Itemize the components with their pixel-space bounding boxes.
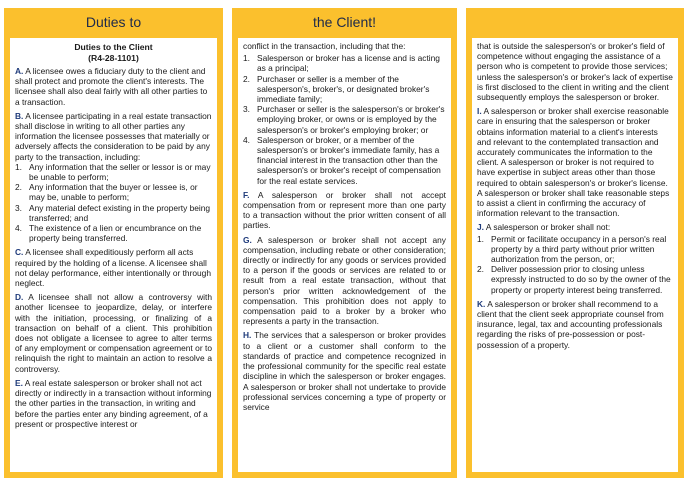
paragraph-letter: I. — [477, 106, 482, 117]
list-number: 2. — [477, 264, 484, 275]
paragraph-h — [243, 330, 446, 412]
column-1-header: Duties to — [85, 14, 142, 30]
paragraph-letter: J. — [477, 222, 484, 233]
paragraph-text: A licensee shall not allow a controversy with another licensee to jeopardize, delay, or interfere with the initiation, processing, or finalizing of a transaction on behalf of a client. This prohibition does not obligate a licensee to agree to alter terms of any employment or compensation agreement or to relinquish the right to maintain an action to resolve a controversy. — [15, 292, 212, 374]
paragraph-e — [15, 378, 212, 429]
paragraph-text: A licensee owes a fiduciary duty to the client and shall protect and promote the client's interests. The licensee shall also deal fairly with all other parties to a transaction. — [15, 66, 208, 107]
paragraph-text: A salesperson or broker shall not accept compensation from or represent more than one party to a transaction without the prior written consent of all parties. — [243, 189, 446, 231]
paragraph-letter: H. — [243, 330, 252, 341]
list-item — [477, 264, 673, 295]
paragraph-d — [15, 292, 212, 374]
list-text: Any information that the buyer or lessee is, or may be, unable to perform; — [29, 182, 198, 203]
paragraph-e-continued: conflict in the transaction, including that the: — [243, 41, 406, 51]
list-text: Any information that the seller or lessor is or may be unable to perform; — [29, 161, 211, 183]
list-text: Deliver possession prior to closing unless expressly instructed to do so by the owner of the property or property interest being transferred. — [491, 264, 671, 295]
list-text: Salesperson or broker has a license and is acting as a principal; — [257, 53, 440, 74]
paragraph-text: A salesperson or broker shall recommend to a client that the client seek appropriate counsel from insurance, legal, tax and accounting professionals regarding the risks of pre-possession or post-possession of a property. — [477, 298, 664, 350]
column-1 — [4, 8, 223, 478]
column-3-body — [472, 38, 678, 472]
list-item — [243, 135, 446, 186]
paragraph-j — [477, 222, 673, 232]
paragraph-h-continued: that is outside the salesperson's or broker's field of competence without engaging the assistance of a person who is competent to provide those services; unless the salesperson's or broker's lack of expertise is first disclosed to the client in writing and the client subsequently employs the salesperson or broker. — [477, 41, 673, 103]
paragraph-text: A licensee shall expeditiously perform all acts required by the holding of a license. A licensee shall not delay performance, either intentionally or through neglect. — [15, 247, 211, 289]
list-text: Salesperson or broker, or a member of the salesperson's or broker's immediate family, has a financial interest in the transaction other than the salesperson's or broker's receipt of compensation for the real estate services. — [257, 134, 441, 186]
paragraph-a — [15, 66, 212, 107]
paragraph-j-list — [477, 234, 673, 295]
column-2 — [232, 8, 457, 478]
column-3-header — [466, 8, 684, 36]
list-number: 2. — [243, 73, 250, 84]
paragraph-b-list — [15, 162, 212, 244]
list-number: 2. — [15, 182, 22, 193]
column-2-body — [238, 38, 451, 472]
list-number: 1. — [477, 233, 484, 244]
column-3 — [466, 8, 684, 478]
list-item — [243, 74, 446, 105]
paragraph-text: A licensee participating in a real estate transaction shall disclose in writing to all other parties any information the licensee possesses that materially or adversely affects the consideration to be paid by any party to the transaction, including: — [15, 110, 212, 162]
list-item — [243, 104, 446, 135]
column-2-header: the Client! — [312, 14, 377, 30]
list-number: 3. — [15, 202, 22, 213]
paragraph-text: A real estate salesperson or broker shall not act directly or indirectly in a transaction without informing the other parties in the transaction, in writing and before the parties enter any binding agreement, of a present or prospective interest or — [15, 377, 212, 429]
list-text: Purchaser or seller is the salesperson's or broker's employing broker, or owns or is employed by the salesperson's or broker's employing broker; or — [257, 104, 445, 135]
paragraph-e-list — [243, 53, 446, 186]
paragraph-g — [243, 235, 446, 327]
list-number: 3. — [243, 104, 250, 115]
list-item — [477, 234, 673, 265]
paragraph-letter: D. — [15, 292, 24, 303]
paragraph-letter: B. — [15, 110, 24, 121]
list-item — [15, 203, 212, 223]
section-title-text: Duties to the Client — [74, 42, 153, 52]
list-number: 4. — [243, 134, 250, 145]
list-text: Any material defect existing in the property being transferred; and — [29, 202, 211, 223]
paragraph-letter: E. — [15, 377, 23, 388]
rule-reference: (R4-28-1101) — [88, 52, 139, 63]
column-1-body — [10, 38, 217, 472]
paragraph-i — [477, 106, 673, 218]
paragraph-text: A salesperson or broker shall not: — [484, 222, 611, 233]
paragraph-letter: K. — [477, 298, 486, 309]
paragraph-f — [243, 190, 446, 231]
list-number: 4. — [15, 223, 22, 234]
section-title — [15, 42, 212, 63]
paragraph-text: A salesperson or broker shall exercise reasonable care in ensuring that the salesperson or broker obtains information material to a client's interests and relevant to the contemplated transaction and accurately communicates the information to the client. A salesperson or broker is not required to have expertise in subject areas other than those required to obtain salesperson's or broker's license. A salesperson or broker shall take reasonable steps to assist a client in confirming the accuracy of information relevant to the transaction. — [477, 106, 670, 219]
list-item — [15, 162, 212, 182]
paragraph-letter: G. — [243, 234, 252, 245]
paragraph-letter: F. — [243, 189, 250, 200]
list-text: The existence of a lien or encumbrance on the property being transferred. — [29, 223, 202, 244]
paragraph-letter: C. — [15, 247, 24, 258]
paragraph-text: A salesperson or broker shall not accept any compensation, including rebate or other consideration; directly or indirectly for any goods or services provided to a person if the goods or services are related to or result from a real estate transaction, without that person's prior written acknowledgement of the compensation. This prohibition does not apply to compensation paid to a broker by a broker who represents a party in the transaction. — [243, 234, 446, 327]
paragraph-k — [477, 299, 673, 350]
paragraph-b — [15, 111, 212, 162]
list-text: Purchaser or seller is a member of the salesperson's, broker's, or designated broker's immediate family; — [257, 73, 430, 105]
list-number: 1. — [243, 53, 250, 64]
list-item — [243, 53, 446, 73]
list-text: Permit or facilitate occupancy in a person's real property by a third party without prior written authorization from the person, or; — [491, 233, 667, 265]
paragraph-text: The services that a salesperson or broker provides to a client or a customer shall conform to the standards of practice and competence recognized in the professional community for the specific real estate discipline in which the salesperson or broker engages. A salesperson or broker shall not undertake to provide professional services concerning a type of property or service — [243, 330, 446, 412]
paragraph-c — [15, 247, 212, 288]
list-item — [15, 182, 212, 202]
paragraph-letter: A. — [15, 66, 24, 76]
list-number: 1. — [15, 161, 22, 172]
list-item — [15, 223, 212, 243]
